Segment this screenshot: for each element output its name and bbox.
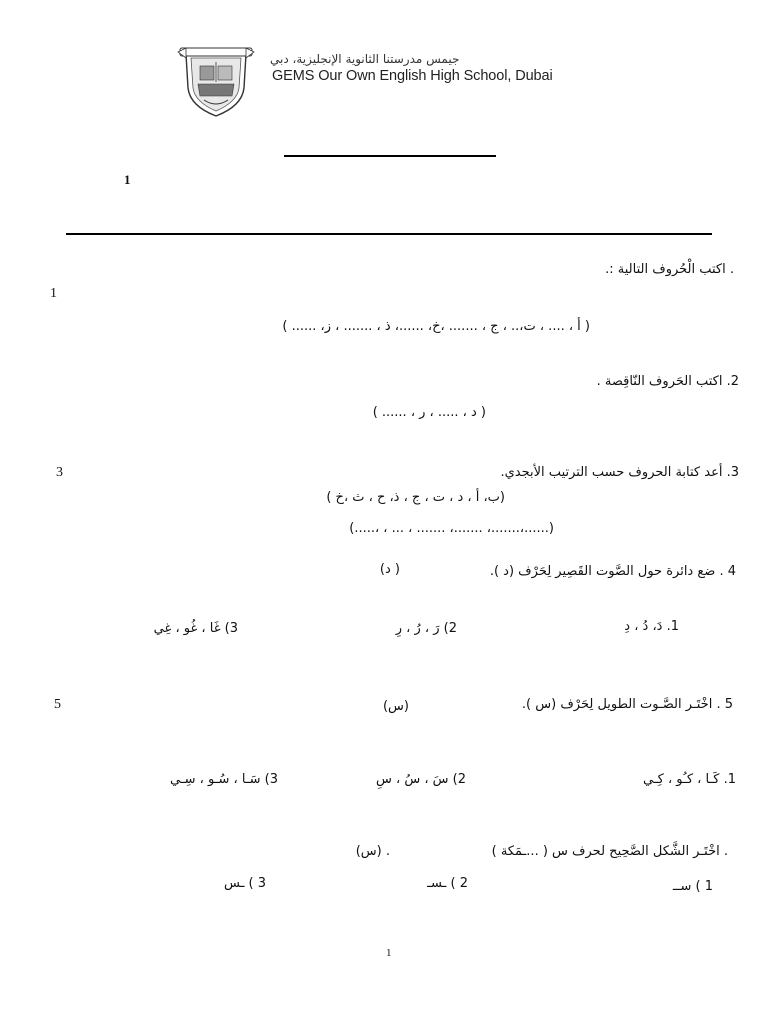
school-crest-logo xyxy=(176,44,256,120)
question-5-letter: (س) xyxy=(382,699,409,714)
question-5-mark: 5 xyxy=(54,697,61,712)
school-name-english: GEMS Our Own English High School, Dubai xyxy=(272,68,553,84)
question-4-option-1[interactable]: 1. دَ، دُ ، دِ xyxy=(624,619,679,634)
question-5-option-3[interactable]: 3) سَـا ، سُـو ، سِـي xyxy=(169,772,278,787)
question-5-option-2[interactable]: 2) سَ ، سُ ، سِ xyxy=(375,772,466,787)
page-number: 1 xyxy=(386,947,392,959)
question-4-option-2[interactable]: 2) رَ ، رُ ، رِ xyxy=(395,621,457,636)
question-4-prompt: 4 . ضع دائرة حول الصَّوت القَصِير لِحَرْف (د ). xyxy=(489,564,736,579)
question-5-option-1[interactable]: 1. كَـا ، كـُو ، كِـي xyxy=(643,772,736,787)
question-3-prompt: 3. أعد كتابة الحروف حسب الترتيب الأبجدي. xyxy=(500,465,739,480)
question-6-option-1[interactable]: 1 ) ســ xyxy=(672,879,713,894)
question-1-mark: 1 xyxy=(50,286,57,301)
question-3-letters-line: (ب، أ ، د ، ت ، ج ، ذ، ح ، ث ،خ ) xyxy=(326,490,505,505)
question-2-prompt: 2. اكتب الحَروف النّاقِصة . xyxy=(596,374,739,389)
question-6-prompt: . اخْتَـر الشَّكل الصَّحِيح لحرف س ( ...ـمَكة ) xyxy=(491,844,728,859)
question-3-mark: 3 xyxy=(56,465,63,480)
top-left-number: 1 xyxy=(124,172,131,187)
question-6-letter: . (س) xyxy=(355,844,390,859)
question-6-option-3[interactable]: 3 ) ـس xyxy=(224,876,266,891)
school-name-arabic: جيمس مدرستنا الثانوية الإنجليزية، دبي xyxy=(270,52,460,66)
question-1-letters-line: ( أ ، .... ، ت،.. ، ج ، ....... ،خ، ......، ذ ، ....... ، ز، ...... ) xyxy=(282,319,590,334)
header-separator-line xyxy=(66,233,712,235)
question-4-option-3[interactable]: 3) غَا ، غُو ، غِي xyxy=(153,621,238,636)
title-underline xyxy=(284,155,496,157)
question-5-prompt: 5 . اخْتَـر الصَّـوت الطويل لِحَرْف (س ). xyxy=(521,697,733,712)
question-1-prompt: . اكتب الْحُروف التالية :. xyxy=(605,262,734,277)
question-6-option-2[interactable]: 2 ) ـسـ xyxy=(427,876,468,891)
question-3-answer-line: (.....، ، ... ، ....... ،....... ،.......،......) xyxy=(349,521,554,536)
question-4-letter: ( د) xyxy=(379,562,400,577)
question-2-letters-line: ( د ، ..... ، ر ، ...... ) xyxy=(372,405,486,420)
